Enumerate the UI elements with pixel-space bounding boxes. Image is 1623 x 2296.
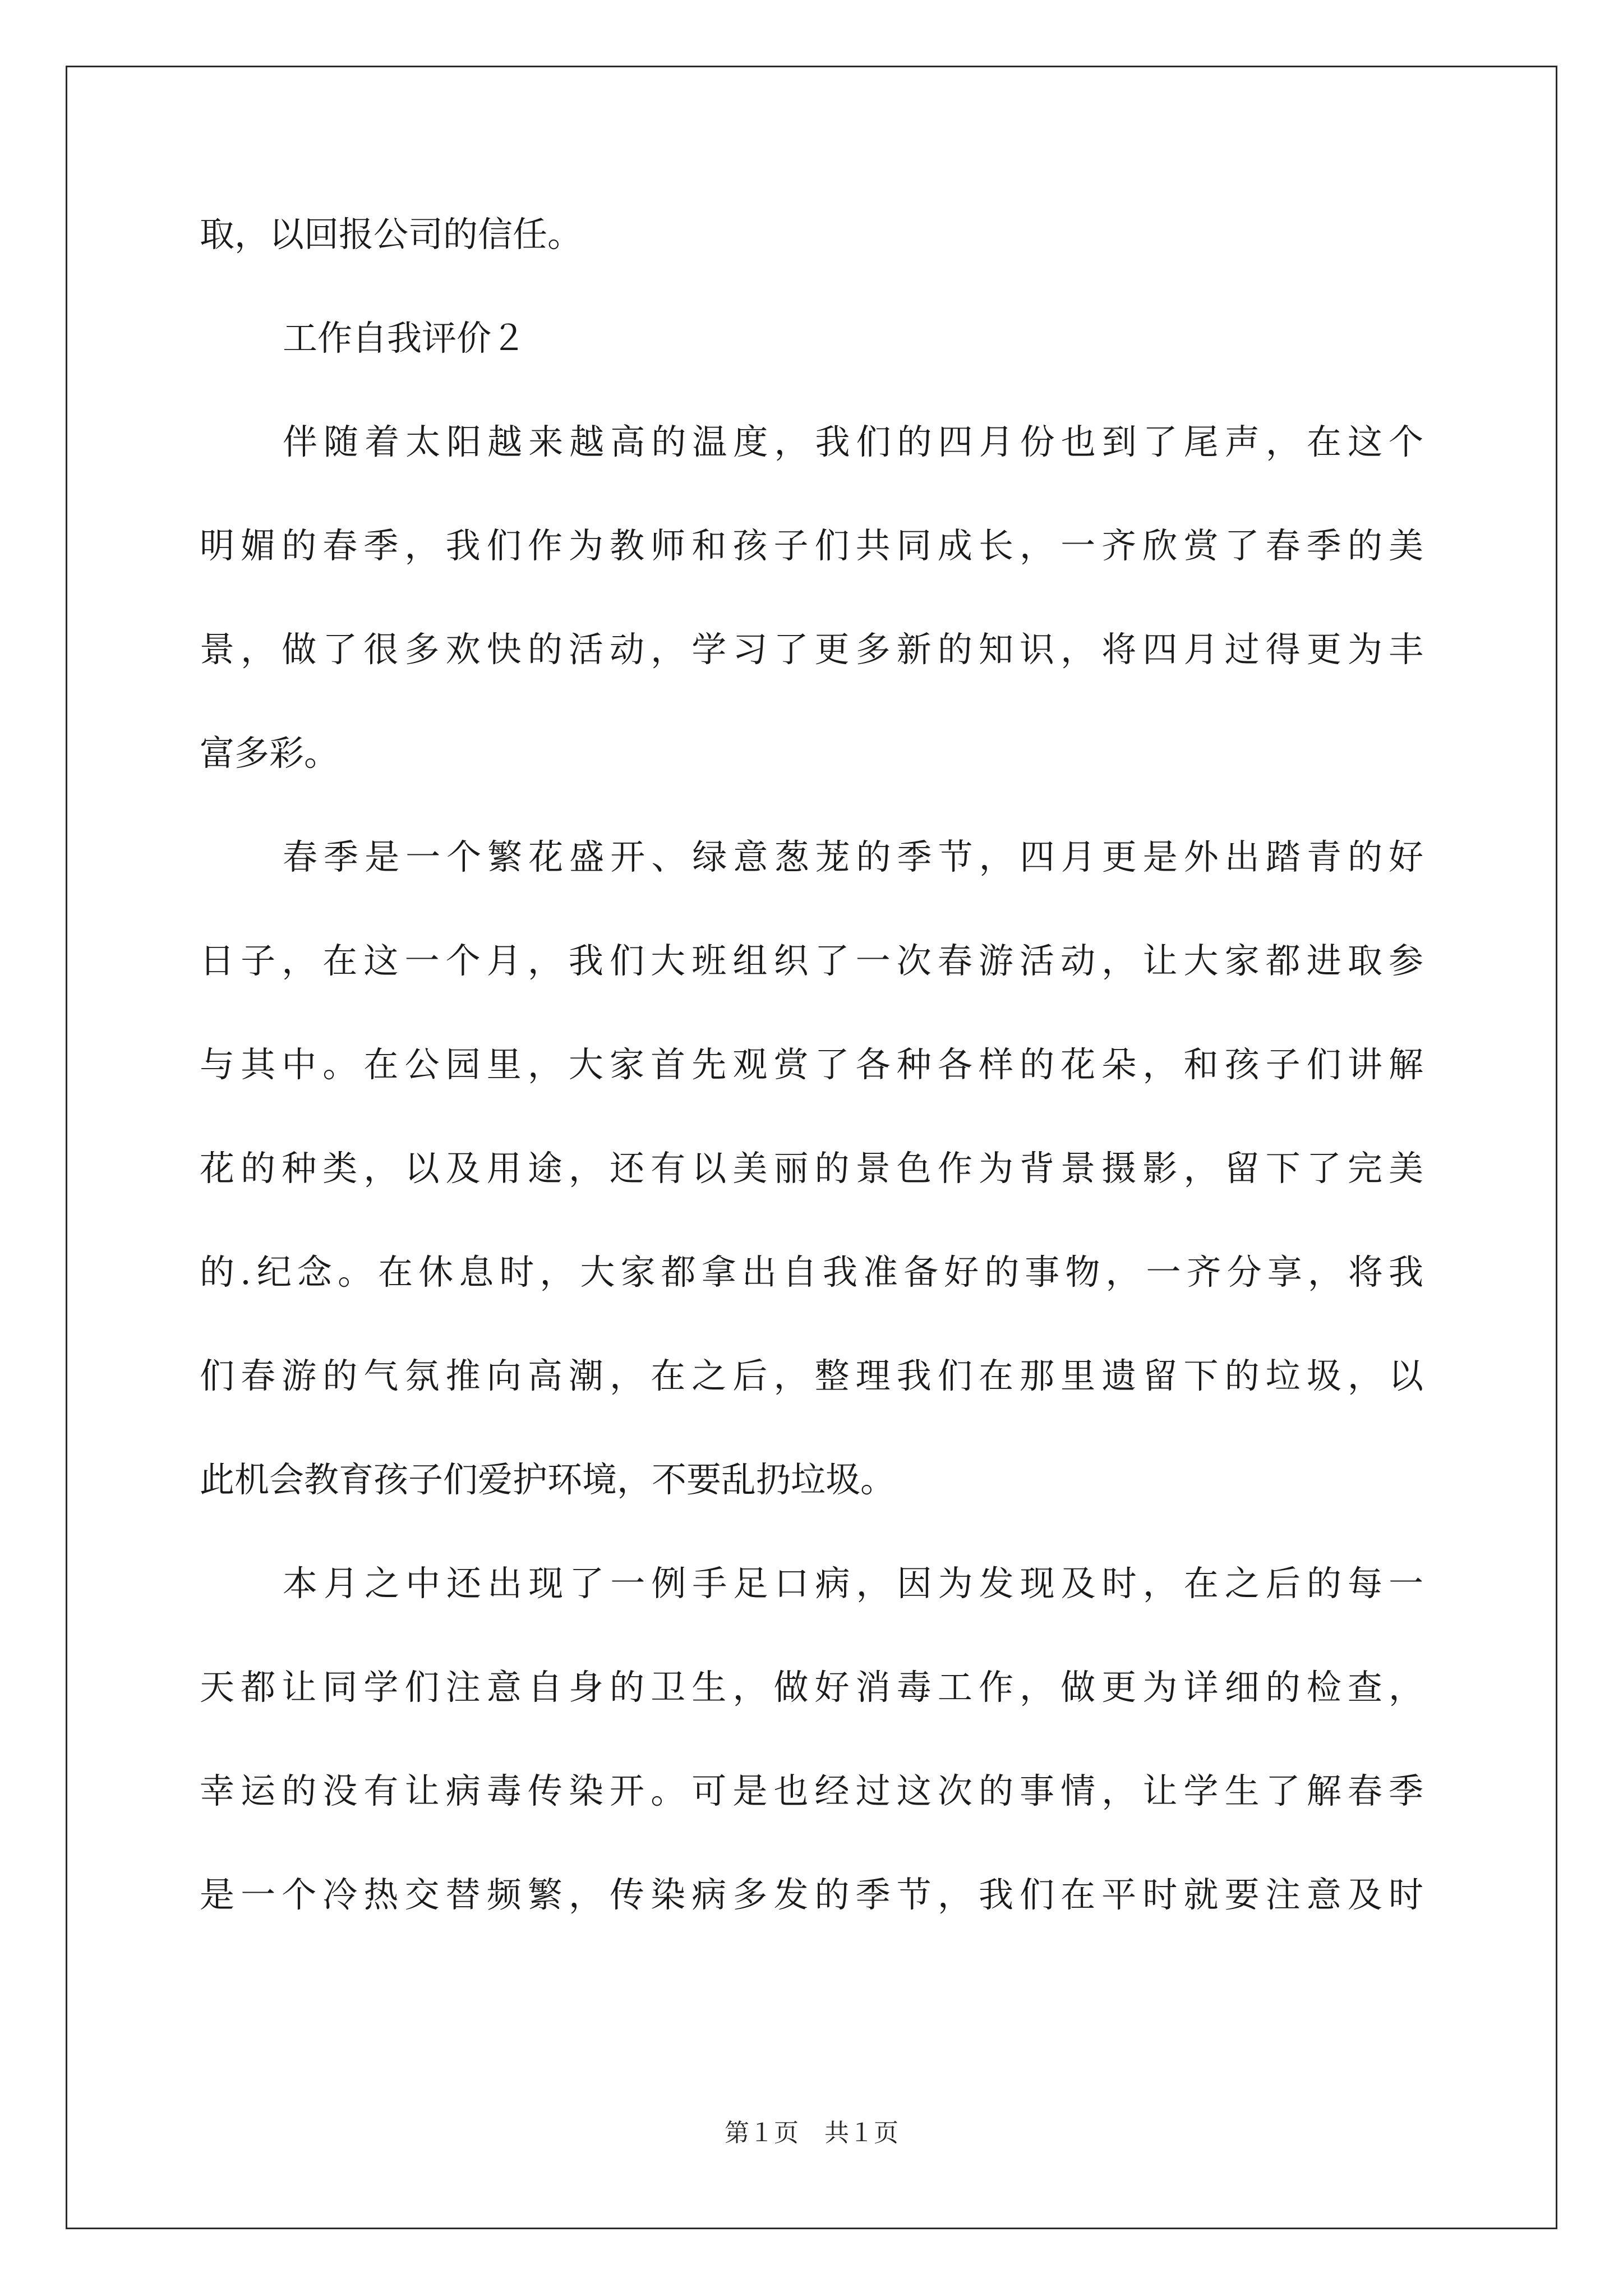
section-heading: 工作自我评价２ — [283, 318, 527, 358]
text-line-17: 是一个冷热交替频繁，传染病多发的季节，我们在平时就要注意及时 — [200, 1874, 1423, 1915]
text-line-5: 景，做了很多欢快的活动，学习了更多新的知识，将四月过得更为丰 — [200, 629, 1423, 670]
text-line-10: 花的种类，以及用途，还有以美丽的景色作为背景摄影，留下了完美 — [200, 1148, 1423, 1189]
page-number-total: 共１页 — [824, 2119, 898, 2147]
text-line-3: 伴随着太阳越来越高的温度，我们的四月份也到了尾声，在这个 — [283, 421, 1423, 462]
text-line-12: 们春游的气氛推向高潮，在之后，整理我们在那里遗留下的垃圾，以 — [200, 1355, 1423, 1396]
text-line-16: 幸运的没有让病毒传染开。可是也经过这次的事情，让学生了解春季 — [200, 1770, 1423, 1811]
text-line-6: 富多彩。 — [200, 733, 339, 774]
page-number-current: 第１页 — [725, 2119, 799, 2147]
text-line-13: 此机会教育孩子们爱护环境，不要乱扔垃圾。 — [200, 1459, 896, 1500]
text-line-7: 春季是一个繁花盛开、绿意葱茏的季节，四月更是外出踏青的好 — [283, 836, 1423, 877]
text-line-1: 取，以回报公司的信任。 — [200, 214, 583, 255]
text-line-9: 与其中。在公园里，大家首先观赏了各种各样的花朵，和孩子们讲解 — [200, 1044, 1423, 1085]
text-line-11: 的.纪念。在休息时，大家都拿出自我准备好的事物，一齐分享，将我 — [200, 1251, 1423, 1292]
text-line-14: 本月之中还出现了一例手足口病，因为发现及时，在之后的每一 — [283, 1563, 1423, 1604]
text-line-15: 天都让同学们注意自身的卫生，做好消毒工作，做更为详细的检查， — [200, 1667, 1423, 1708]
text-line-4: 明媚的春季，我们作为教师和孩子们共同成长，一齐欣赏了春季的美 — [200, 525, 1423, 566]
page-footer — [0, 2118, 1623, 2149]
text-line-8: 日子，在这一个月，我们大班组织了一次春游活动，让大家都进取参 — [200, 940, 1423, 981]
